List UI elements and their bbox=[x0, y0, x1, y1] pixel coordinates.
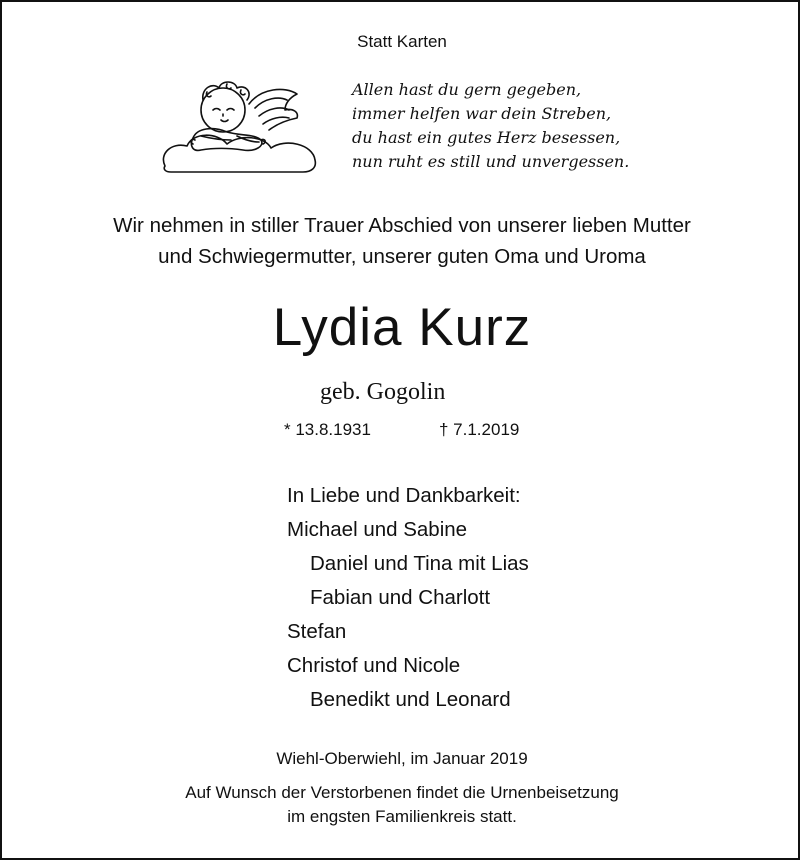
header-label: Statt Karten bbox=[357, 32, 447, 51]
mourner-line: Christof und Nicole bbox=[287, 654, 461, 677]
mourner-line: Benedikt und Leonard bbox=[310, 688, 511, 711]
verse-line: immer helfen war dein Streben, bbox=[352, 104, 612, 123]
mourner-line: Fabian und Charlott bbox=[310, 586, 491, 609]
mourner-line: Michael und Sabine bbox=[287, 518, 468, 541]
birth-date: * 13.8.1931 bbox=[284, 420, 371, 439]
note-line: Auf Wunsch der Verstorbenen findet die Urnenbeisetzung bbox=[185, 783, 619, 802]
mourners-heading: In Liebe und Dankbarkeit: bbox=[287, 484, 521, 507]
place-date: Wiehl-Oberwiehl, im Januar 2019 bbox=[276, 749, 528, 768]
maiden-name: geb. Gogolin bbox=[320, 379, 446, 405]
verse-line: du hast ein gutes Herz besessen, bbox=[352, 128, 621, 147]
cherub-angel-icon bbox=[157, 74, 322, 174]
intro-line: Wir nehmen in stiller Trauer Abschied von unserer lieben Mutter bbox=[113, 214, 691, 237]
mourner-line: Stefan bbox=[287, 620, 347, 643]
verse-line: Allen hast du gern gegeben, bbox=[352, 80, 582, 99]
burial-note bbox=[2, 781, 800, 829]
intro-text bbox=[2, 210, 800, 272]
intro-line: und Schwiegermutter, unserer guten Oma und Uroma bbox=[158, 245, 646, 268]
verse-line: nun ruht es still und unvergessen. bbox=[352, 152, 630, 171]
mourners-list bbox=[287, 479, 529, 717]
verse bbox=[352, 78, 629, 174]
mourner-line: Daniel und Tina mit Lias bbox=[310, 552, 529, 575]
note-line: im engsten Familienkreis statt. bbox=[287, 807, 517, 826]
deceased-name: Lydia Kurz bbox=[272, 298, 532, 357]
death-date: † 7.1.2019 bbox=[439, 420, 520, 439]
